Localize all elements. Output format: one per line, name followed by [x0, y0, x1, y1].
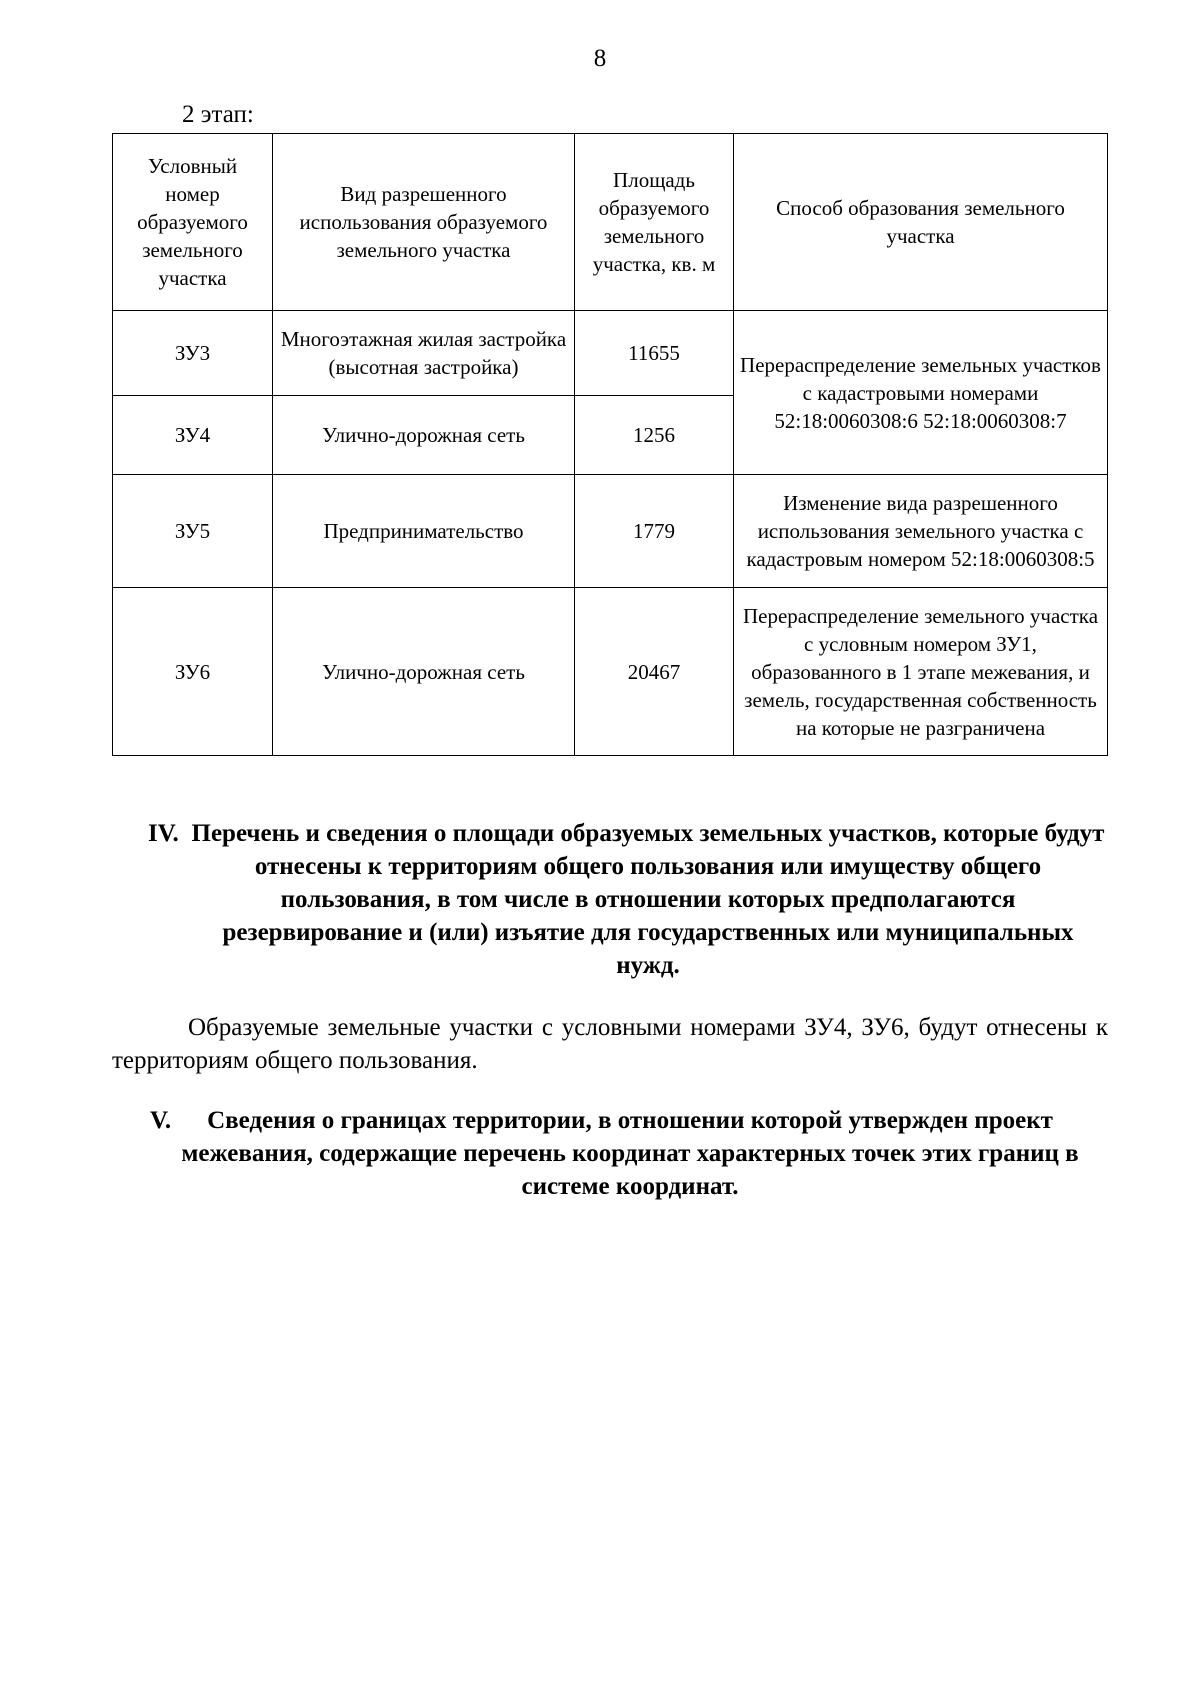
- section-5-title: Сведения о границах территории, в отношении которой утвержден проект межевания, содержащие перечень координат характерных точек этих границ в системе координат.: [181, 1107, 1079, 1200]
- section-5-heading: [150, 1104, 1090, 1214]
- cell-permitted-use: Улично-дорожная сеть: [273, 396, 575, 475]
- cell-area: 1779: [575, 475, 734, 588]
- table-row: [113, 311, 1108, 396]
- cell-formation-method: Перераспределение земельных участков с кадастровыми номерами 52:18:0060308:6 52:18:0060308:7: [734, 311, 1108, 475]
- section-4-number: IV.: [148, 820, 179, 847]
- cell-formation-method: Изменение вида разрешенного использования земельного участка с кадастровым номером 52:18:0060308:5: [734, 475, 1108, 588]
- cell-plot-number: ЗУ3: [113, 311, 273, 396]
- header-permitted-use: Вид разрешенного использования образуемого земельного участка: [273, 134, 575, 311]
- stage-label: 2 этап:: [182, 101, 254, 128]
- header-formation-method: Способ образования земельного участка: [734, 134, 1108, 311]
- body-paragraph: Образуемые земельные участки с условными номерами ЗУ4, ЗУ6, будут отнесены к территориям общего пользования.: [112, 1014, 1108, 1074]
- cell-plot-number: ЗУ5: [113, 475, 273, 588]
- cell-permitted-use: Улично-дорожная сеть: [273, 588, 575, 756]
- section-4-heading: [148, 817, 1108, 987]
- cell-permitted-use: Предпринимательство: [273, 475, 575, 588]
- header-plot-number: Условный номер образуемого земельного участка: [113, 134, 273, 311]
- cell-permitted-use: Многоэтажная жилая застройка (высотная застройка): [273, 311, 575, 396]
- cell-formation-method: Перераспределение земельного участка с условным номером ЗУ1, образованного в 1 этапе межевания, и земель, государственная собственность на которые не разграничена: [734, 588, 1108, 756]
- land-plots-table: [112, 133, 1108, 756]
- cell-plot-number: ЗУ6: [113, 588, 273, 756]
- header-area: Площадь образуемого земельного участка, кв. м: [575, 134, 734, 311]
- section-4-title: Перечень и сведения о площади образуемых земельных участков, которые будут отнесены к территориям общего пользования или имуществу общего пользования, в том числе в отношении которых предполагаются резервирование и (или) изъятие для государственных или муниципальных нужд.: [191, 820, 1105, 979]
- table-header-row: [113, 134, 1108, 311]
- cell-plot-number: ЗУ4: [113, 396, 273, 475]
- page-number: 8: [593, 45, 607, 72]
- cell-area: 11655: [575, 311, 734, 396]
- table-row: [113, 475, 1108, 588]
- cell-area: 1256: [575, 396, 734, 475]
- section-5-number: V.: [150, 1107, 172, 1134]
- cell-area: 20467: [575, 588, 734, 756]
- table-row: [113, 588, 1108, 756]
